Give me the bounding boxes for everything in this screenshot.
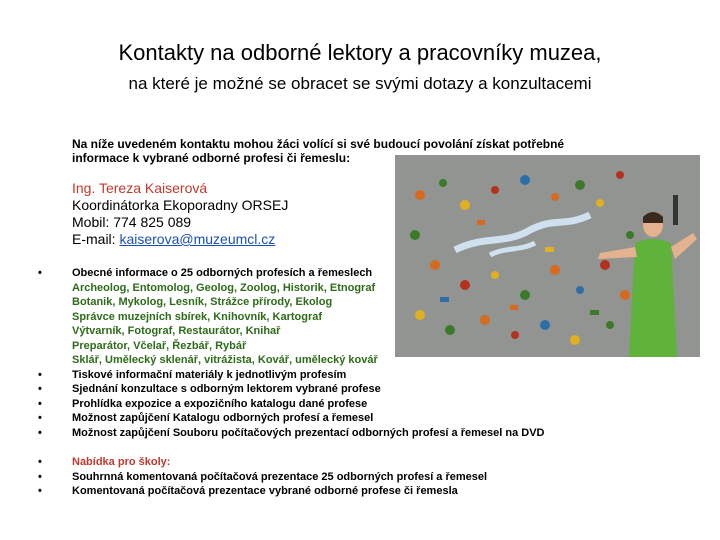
bullet-icon: • xyxy=(38,267,42,279)
info-list xyxy=(0,266,720,440)
list-item xyxy=(0,484,720,499)
list-item xyxy=(0,426,720,441)
profession-line xyxy=(0,353,720,368)
bullet-icon: • xyxy=(38,426,42,439)
list-item xyxy=(0,266,720,281)
profession-text: Správce muzejních sbírek, Knihovník, Kartograf xyxy=(72,310,323,323)
profession-line xyxy=(0,324,720,339)
profession-line xyxy=(0,310,720,325)
list-item xyxy=(0,382,720,397)
profession-line xyxy=(0,295,720,310)
contact-email-label: E-mail: xyxy=(72,231,120,247)
bullet-icon: • xyxy=(38,383,42,395)
profession-text: Botanik, Mykolog, Lesník, Strážce přírody, Ekolog xyxy=(72,296,333,308)
contact-email-row xyxy=(72,231,288,248)
profession-line xyxy=(0,281,720,296)
profession-text: Archeolog, Entomolog, Geolog, Zoolog, Historik, Etnograf xyxy=(72,281,376,294)
bullet-icon: • xyxy=(38,485,42,497)
contact-organization: Koordinátorka Ekoporadny ORSEJ xyxy=(72,197,289,213)
profession-line xyxy=(0,339,720,354)
bullet-icon: • xyxy=(38,412,42,424)
list-item xyxy=(0,411,720,426)
profession-text: Preparátor, Včelař, Řezbář, Rybář xyxy=(72,339,247,352)
bullet-icon: • xyxy=(38,456,42,468)
list-item xyxy=(0,470,720,485)
list-item-text: Komentovaná počítačová prezentace vybrané odborné profese či řemesla xyxy=(72,485,458,497)
list-item-text: Souhrnná komentovaná počítačová prezentace 25 odborných profesí a řemesel xyxy=(72,470,488,483)
profession-text: Sklář, Umělecký sklenář, vitrážista, Kovář, umělecký kovář xyxy=(72,354,378,366)
contact-name: Ing. Tereza Kaiserová xyxy=(72,180,208,196)
intro-line: Na níže uvedeném kontaktu mohou žáci volící si své budoucí povolání získat potřebné xyxy=(72,137,565,151)
bullet-icon: • xyxy=(38,368,42,381)
list-item-text: Obecné informace o 25 odborných profesích a řemeslech xyxy=(72,267,373,279)
list-heading: Nabídka pro školy: xyxy=(72,456,171,468)
list-item-text: Možnost zapůjčení Souboru počítačových prezentací odborných profesí a řemesel na DVD xyxy=(72,426,545,439)
slide-subtitle: na které je možné se obracet se svými dotazy a konzultacemi xyxy=(128,74,592,93)
list-item-text: Prohlídka expozice a expozičního katalogu dané profese xyxy=(72,397,368,410)
list-item-text: Sjednání konzultace s odborným lektorem vybrané profese xyxy=(72,383,381,395)
list-item xyxy=(0,397,720,412)
contact-email-link[interactable]: kaiserova@muzeumcl.cz xyxy=(119,231,276,247)
bullet-icon: • xyxy=(38,397,42,410)
list-item xyxy=(0,368,720,383)
list-item-text: Tiskové informační materiály k jednotlivým profesím xyxy=(72,368,347,381)
profession-text: Výtvarník, Fotograf, Restaurátor, Knihař xyxy=(72,325,281,337)
list-item-text: Možnost zapůjčení Katalogu odborných profesí a řemesel xyxy=(72,412,374,424)
list-item xyxy=(0,455,720,470)
bullet-icon: • xyxy=(38,470,42,483)
slide-title: Kontakty na odborné lektory a pracovníky muzea, xyxy=(118,40,602,65)
contact-block xyxy=(72,180,288,248)
schools-list xyxy=(0,455,720,499)
intro-line: informace k vybrané odborné profesi či řemeslu: xyxy=(72,151,351,165)
contact-phone: Mobil: 774 825 089 xyxy=(72,214,192,230)
